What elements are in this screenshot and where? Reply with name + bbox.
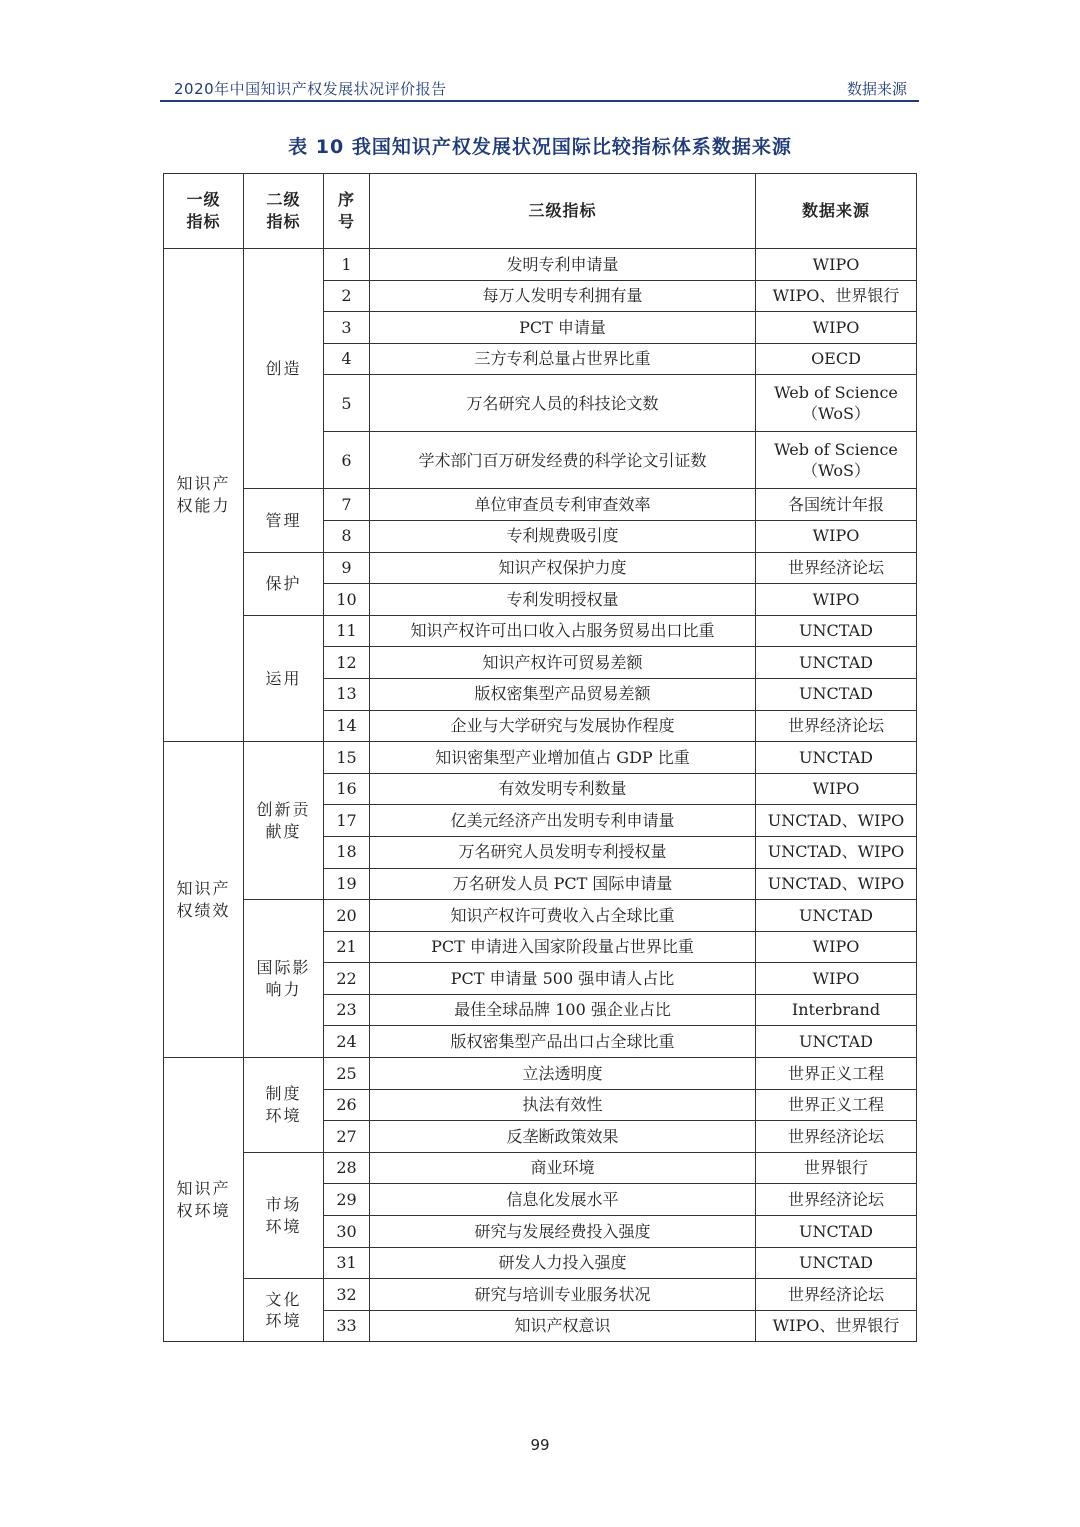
level3-indicator-cell: 万名研究人员的科技论文数 — [370, 375, 756, 432]
level3-indicator-cell: 最佳全球品牌 100 强企业占比 — [370, 994, 756, 1026]
level1-indicator-cell: 知识产 权能力 — [164, 249, 244, 742]
level2-indicator-cell: 文化 环境 — [244, 1279, 324, 1342]
report-title: 2020年中国知识产权发展状况评价报告 — [174, 80, 447, 98]
table-row — [164, 1152, 917, 1184]
seq-number-cell: 4 — [324, 343, 370, 375]
seq-number-cell: 24 — [324, 1026, 370, 1058]
level3-indicator-cell: 专利发明授权量 — [370, 584, 756, 616]
level2-indicator-cell: 创造 — [244, 249, 324, 489]
seq-number-cell: 11 — [324, 615, 370, 647]
level3-indicator-cell: 反垄断政策效果 — [370, 1121, 756, 1153]
data-source-cell: UNCTAD — [756, 900, 917, 932]
data-source-cell: WIPO — [756, 773, 917, 805]
data-source-cell: Web of Science （WoS） — [756, 432, 917, 489]
level3-indicator-cell: 立法透明度 — [370, 1058, 756, 1090]
table-caption: 表 10 我国知识产权发展状况国际比较指标体系数据来源 — [288, 136, 792, 158]
table-row — [164, 552, 917, 584]
data-source-cell: Web of Science （WoS） — [756, 375, 917, 432]
level2-indicator-cell: 管理 — [244, 489, 324, 552]
level3-indicator-cell: PCT 申请进入国家阶段量占世界比重 — [370, 931, 756, 963]
level3-indicator-cell: 亿美元经济产出发明专利申请量 — [370, 805, 756, 837]
header-level3: 三级指标 — [370, 174, 756, 249]
seq-number-cell: 33 — [324, 1310, 370, 1342]
data-source-cell: UNCTAD — [756, 678, 917, 710]
table-row — [164, 742, 917, 774]
seq-number-cell: 5 — [324, 375, 370, 432]
header-level2: 二级 指标 — [244, 174, 324, 249]
seq-number-cell: 15 — [324, 742, 370, 774]
header-level1: 一级 指标 — [164, 174, 244, 249]
seq-number-cell: 32 — [324, 1279, 370, 1311]
data-source-cell: WIPO — [756, 931, 917, 963]
seq-number-cell: 14 — [324, 710, 370, 742]
page-header — [160, 74, 919, 102]
level3-indicator-cell: 发明专利申请量 — [370, 249, 756, 281]
data-source-cell: Interbrand — [756, 994, 917, 1026]
level3-indicator-cell: 每万人发明专利拥有量 — [370, 280, 756, 312]
table-header-row — [164, 174, 917, 249]
data-source-cell: UNCTAD — [756, 742, 917, 774]
level3-indicator-cell: 商业环境 — [370, 1152, 756, 1184]
seq-number-cell: 10 — [324, 584, 370, 616]
data-source-cell: WIPO — [756, 520, 917, 552]
seq-number-cell: 3 — [324, 312, 370, 344]
data-source-cell: 世界经济论坛 — [756, 1121, 917, 1153]
seq-number-cell: 2 — [324, 280, 370, 312]
table-row — [164, 1279, 917, 1311]
data-source-cell: 世界经济论坛 — [756, 710, 917, 742]
level1-indicator-cell: 知识产 权环境 — [164, 1058, 244, 1342]
table-body — [164, 249, 917, 1342]
level3-indicator-cell: 知识产权许可出口收入占服务贸易出口比重 — [370, 615, 756, 647]
seq-number-cell: 20 — [324, 900, 370, 932]
seq-number-cell: 22 — [324, 963, 370, 995]
data-source-cell: 世界经济论坛 — [756, 552, 917, 584]
data-source-cell: UNCTAD — [756, 647, 917, 679]
level3-indicator-cell: 知识产权许可贸易差额 — [370, 647, 756, 679]
level3-indicator-cell: 学术部门百万研发经费的科学论文引证数 — [370, 432, 756, 489]
level3-indicator-cell: 企业与大学研究与发展协作程度 — [370, 710, 756, 742]
section-title: 数据来源 — [846, 80, 907, 98]
level3-indicator-cell: 专利规费吸引度 — [370, 520, 756, 552]
data-source-cell: UNCTAD、WIPO — [756, 868, 917, 900]
seq-number-cell: 25 — [324, 1058, 370, 1090]
seq-number-cell: 23 — [324, 994, 370, 1026]
seq-number-cell: 18 — [324, 836, 370, 868]
seq-number-cell: 16 — [324, 773, 370, 805]
seq-number-cell: 8 — [324, 520, 370, 552]
seq-number-cell: 28 — [324, 1152, 370, 1184]
seq-number-cell: 6 — [324, 432, 370, 489]
data-source-cell: WIPO — [756, 312, 917, 344]
indicator-source-table — [163, 173, 917, 1342]
data-source-cell: UNCTAD — [756, 615, 917, 647]
level3-indicator-cell: 知识产权意识 — [370, 1310, 756, 1342]
data-source-cell: WIPO、世界银行 — [756, 280, 917, 312]
data-source-cell: UNCTAD、WIPO — [756, 836, 917, 868]
table-row — [164, 615, 917, 647]
level3-indicator-cell: 研发人力投入强度 — [370, 1247, 756, 1279]
level2-indicator-cell: 市场 环境 — [244, 1152, 324, 1278]
data-source-cell: 世界经济论坛 — [756, 1184, 917, 1216]
data-source-cell: UNCTAD — [756, 1216, 917, 1248]
table-row — [164, 489, 917, 521]
seq-number-cell: 7 — [324, 489, 370, 521]
seq-number-cell: 27 — [324, 1121, 370, 1153]
level3-indicator-cell: 三方专利总量占世界比重 — [370, 343, 756, 375]
seq-number-cell: 19 — [324, 868, 370, 900]
level3-indicator-cell: 版权密集型产品贸易差额 — [370, 678, 756, 710]
seq-number-cell: 1 — [324, 249, 370, 281]
level3-indicator-cell: 信息化发展水平 — [370, 1184, 756, 1216]
header-source: 数据来源 — [756, 174, 917, 249]
seq-number-cell: 13 — [324, 678, 370, 710]
data-source-cell: 世界银行 — [756, 1152, 917, 1184]
level3-indicator-cell: 单位审查员专利审查效率 — [370, 489, 756, 521]
data-source-cell: 各国统计年报 — [756, 489, 917, 521]
seq-number-cell: 12 — [324, 647, 370, 679]
level3-indicator-cell: 万名研发人员 PCT 国际申请量 — [370, 868, 756, 900]
level3-indicator-cell: 知识产权保护力度 — [370, 552, 756, 584]
level3-indicator-cell: 有效发明专利数量 — [370, 773, 756, 805]
level3-indicator-cell: 万名研究人员发明专利授权量 — [370, 836, 756, 868]
seq-number-cell: 26 — [324, 1089, 370, 1121]
data-source-cell: 世界经济论坛 — [756, 1279, 917, 1311]
data-source-cell: 世界正义工程 — [756, 1089, 917, 1121]
level3-indicator-cell: 知识产权许可费收入占全球比重 — [370, 900, 756, 932]
level2-indicator-cell: 运用 — [244, 615, 324, 741]
data-source-cell: WIPO — [756, 584, 917, 616]
level2-indicator-cell: 创新贡 献度 — [244, 742, 324, 900]
data-source-cell: OECD — [756, 343, 917, 375]
level3-indicator-cell: 知识密集型产业增加值占 GDP 比重 — [370, 742, 756, 774]
data-source-cell: WIPO — [756, 963, 917, 995]
data-source-cell: UNCTAD — [756, 1026, 917, 1058]
level1-indicator-cell: 知识产 权绩效 — [164, 742, 244, 1058]
level3-indicator-cell: 版权密集型产品出口占全球比重 — [370, 1026, 756, 1058]
table-row — [164, 249, 917, 281]
data-source-cell: WIPO — [756, 249, 917, 281]
header-seq: 序 号 — [324, 174, 370, 249]
level2-indicator-cell: 国际影 响力 — [244, 900, 324, 1058]
level2-indicator-cell: 制度 环境 — [244, 1058, 324, 1153]
header-divider — [160, 100, 919, 102]
level3-indicator-cell: 研究与培训专业服务状况 — [370, 1279, 756, 1311]
seq-number-cell: 30 — [324, 1216, 370, 1248]
level2-indicator-cell: 保护 — [244, 552, 324, 615]
page-number: 99 — [530, 1436, 550, 1454]
data-source-cell: WIPO、世界银行 — [756, 1310, 917, 1342]
level3-indicator-cell: 研究与发展经费投入强度 — [370, 1216, 756, 1248]
table-row — [164, 900, 917, 932]
seq-number-cell: 29 — [324, 1184, 370, 1216]
seq-number-cell: 21 — [324, 931, 370, 963]
level3-indicator-cell: PCT 申请量 500 强申请人占比 — [370, 963, 756, 995]
data-source-cell: 世界正义工程 — [756, 1058, 917, 1090]
seq-number-cell: 9 — [324, 552, 370, 584]
data-source-cell: UNCTAD — [756, 1247, 917, 1279]
data-source-cell: UNCTAD、WIPO — [756, 805, 917, 837]
seq-number-cell: 31 — [324, 1247, 370, 1279]
seq-number-cell: 17 — [324, 805, 370, 837]
level3-indicator-cell: 执法有效性 — [370, 1089, 756, 1121]
level3-indicator-cell: PCT 申请量 — [370, 312, 756, 344]
table-row — [164, 1058, 917, 1090]
